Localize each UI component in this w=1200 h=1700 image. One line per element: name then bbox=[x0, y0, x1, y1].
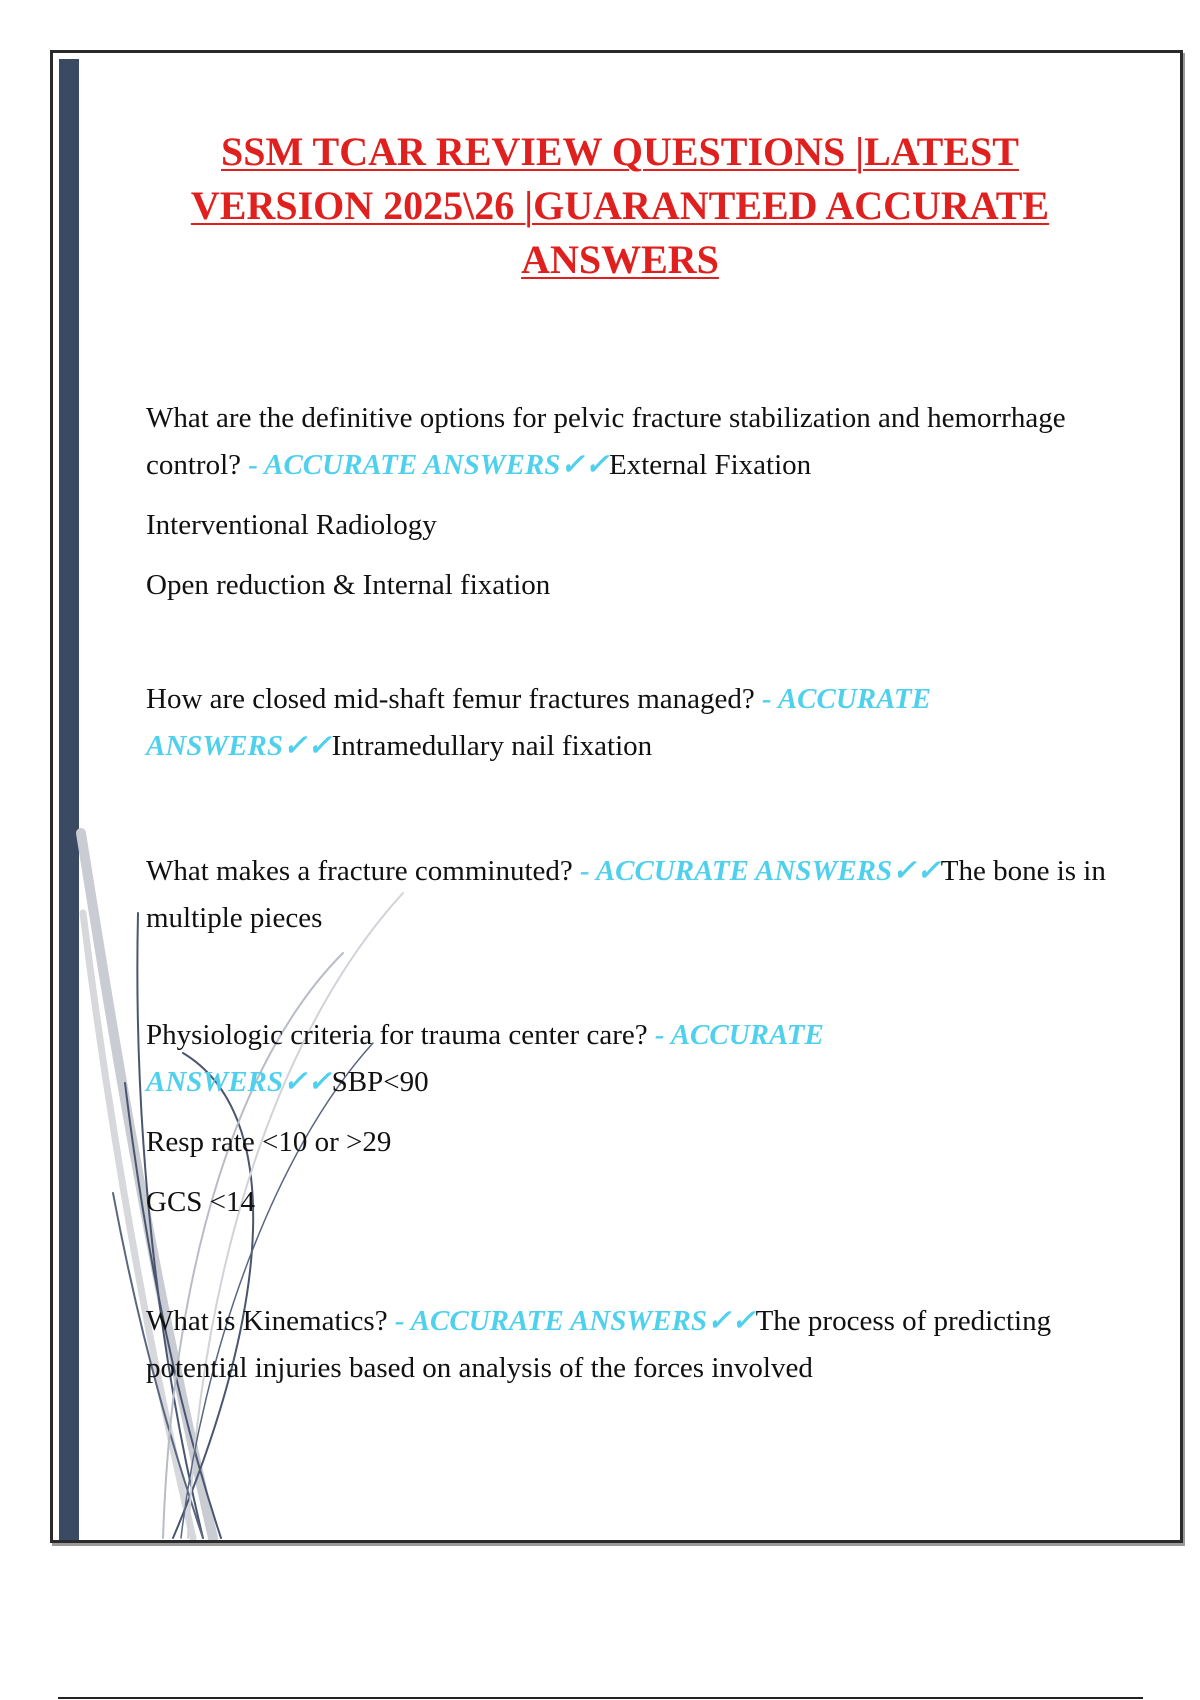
qa-question-line bbox=[146, 676, 1106, 770]
question-text: What is Kinematics? bbox=[146, 1305, 388, 1337]
qa-item bbox=[146, 1012, 1106, 1226]
answer-extra-line: Interventional Radiology bbox=[146, 509, 437, 541]
answer-text: Intramedullary nail fixation bbox=[331, 730, 653, 762]
qa-item bbox=[146, 676, 1106, 770]
question-text: What makes a fracture comminuted? bbox=[146, 855, 573, 887]
footer-rule bbox=[58, 1697, 1143, 1699]
answer-tag: - ACCURATE ANSWERS✓✓ bbox=[248, 449, 609, 481]
qa-list bbox=[146, 395, 1106, 1392]
qa-item bbox=[146, 848, 1106, 942]
qa-item bbox=[146, 395, 1106, 609]
answer-text: External Fixation bbox=[609, 449, 812, 481]
qa-question-line bbox=[146, 848, 1106, 942]
qa-question-line bbox=[146, 1012, 1106, 1106]
qa-question-line bbox=[146, 1298, 1106, 1392]
answer-text: The process of predicting potential injuries based on analysis of the forces involved bbox=[146, 1305, 1052, 1384]
question-text: How are closed mid-shaft femur fractures managed? bbox=[146, 683, 755, 715]
qa-item bbox=[146, 1298, 1106, 1392]
qa-question-line bbox=[146, 395, 1106, 489]
page-side-bar bbox=[59, 59, 79, 1540]
question-text: Physiologic criteria for trauma center care? bbox=[146, 1019, 648, 1051]
answer-text: The bone is in multiple pieces bbox=[146, 855, 1106, 934]
answer-tag: - ACCURATE ANSWERS✓✓ bbox=[580, 855, 941, 887]
answer-tag: - ACCURATE ANSWERS✓✓ bbox=[146, 1019, 824, 1098]
document-title: SSM TCAR REVIEW QUESTIONS |LATEST VERSION 2025\26 |GUARANTEED ACCURATE ANSWERS bbox=[190, 129, 1050, 282]
answer-text: SBP<90 bbox=[331, 1066, 429, 1098]
answer-extra-line: GCS <14 bbox=[146, 1186, 256, 1218]
answer-tag: - ACCURATE ANSWERS✓✓ bbox=[146, 683, 931, 762]
answer-tag: - ACCURATE ANSWERS✓✓ bbox=[394, 1305, 756, 1337]
answer-extra-line: Open reduction & Internal fixation bbox=[146, 569, 551, 601]
answer-extra-line: Resp rate <10 or >29 bbox=[146, 1126, 392, 1158]
question-text: What are the definitive options for pelvic fracture stabilization and hemorrhage control? bbox=[146, 402, 1066, 481]
